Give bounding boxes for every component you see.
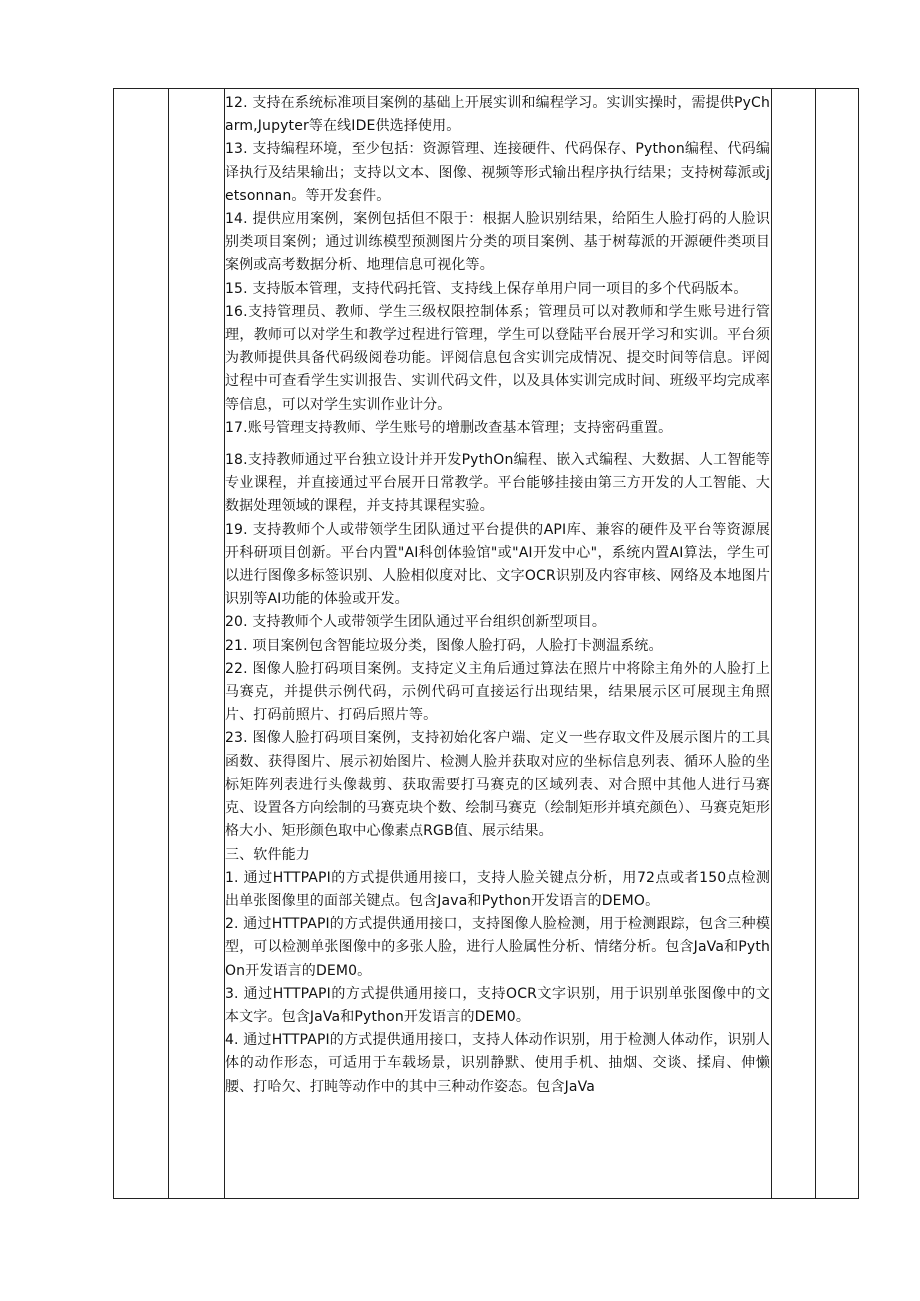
requirement-22: 22. 图像人脸打码项目案例。支持定义主角后通过算法在照片中将除主角外的人脸打上马赛克，并提供示例代码，示例代码可直接运行出现结果，结果展示区可展现主角照片、打码前照片、打码后照片等。 [225, 660, 770, 724]
requirement-17: 17.账号管理支持教师、学生账号的增删改查基本管理；支持密码重置。 [225, 419, 673, 436]
requirement-21: 21. 项目案例包含智能垃圾分类，图像人脸打码，人脸打卡测温系统。 [225, 637, 663, 654]
requirement-23: 23. 图像人脸打码项目案例，支持初始化客户端、定义一些存取文件及展示图片的工具函数、获得图片、展示初始图片、检测人脸并获取对应的坐标信息列表、循环人脸的坐标矩阵列表进行头像裁剪、获取需要打马赛克的区域列表、对合照中其他人进行马赛克、设置各方向绘制的马赛克块个数、绘制马赛克（绘制矩形并填充颜色）、马赛克矩形格大小、矩形颜色取中心像素点RGB值、展示结果。 [225, 730, 770, 840]
requirement-16: 16.支持管理员、教师、学生三级权限控制体系；管理员可以对教师和学生账号进行管理，教师可以对学生和教学过程进行管理，学生可以登陆平台展开学习和实训。平台须为教师提供具备代码级阅卷功能。评阅信息包含实训完成情况、提交时间等信息。评阅过程中可查看学生实训报告、实训代码文件，以及具体实训完成时间、班级平均完成率等信息，可以对学生实训作业计分。 [225, 303, 770, 413]
column-divider-1 [168, 89, 169, 1198]
software-capability-3: 3. 通过HTTPAPI的方式提供通用接口，支持OCR文字识别，用于识别单张图像中的文本文字。包含JaVa和Python开发语言的DEM0。 [225, 985, 770, 1025]
column-divider-3 [771, 89, 772, 1198]
column-divider-4 [815, 89, 816, 1198]
requirement-13: 13. 支持编程环境，至少包括：资源管理、连接硬件、代码保存、Python编程、代码编译执行及结果输出；支持以文本、图像、视频等形式输出程序执行结果；支持树莓派或jetsonnan。等开发套件。 [225, 141, 770, 204]
section-heading-software: 三、软件能力 [225, 846, 310, 863]
requirement-15: 15. 支持版本管理，支持代码托管、支持线上保存单用户同一项目的多个代码版本。 [225, 280, 748, 297]
requirement-18: 18.支持教师通过平台独立设计并开发PythOn编程、嵌入式编程、大数据、人工智能等专业课程，并直接通过平台展开日常教学。平台能够挂接由第三方开发的人工智能、大数据处理领域的课程，并支持其课程实验。 [225, 452, 770, 515]
requirement-20: 20. 支持教师个人或带领学生团队通过平台组织创新型项目。 [225, 614, 607, 631]
software-capability-4: 4. 通过HTTPAPI的方式提供通用接口，支持人体动作识别，用于检测人体动作，识别人体的动作形态，可适用于车载场景，识别静默、使用手机、抽烟、交谈、揉肩、伸懒腰、打哈欠、打盹等动作中的其中三种动作姿态。包含JaVa [225, 1032, 770, 1095]
requirements-cell [225, 92, 770, 1099]
requirement-12: 12. 支持在系统标准项目案例的基础上开展实训和编程学习。实训实操时，需提供PyCharm,Jupyter等在线IDE供选择使用。 [225, 95, 770, 135]
software-capability-2: 2. 通过HTTPAPI的方式提供通用接口，支持图像人脸检测，用于检测跟踪，包含三种模型，可以检测单张图像中的多张人脸，进行人脸属性分析、情绪分析。包含JaVa和PythOn开发语言的DEM0。 [225, 916, 770, 979]
software-capability-1: 1. 通过HTTPAPI的方式提供通用接口，支持人脸关键点分析，用72点或者150点检测出单张图像里的面部关键点。包含Java和Python开发语言的DEMO。 [225, 869, 770, 909]
requirement-14: 14. 提供应用案例，案例包括但不限于：根据人脸识别结果，给陌生人脸打码的人脸识别类项目案例；通过训练模型预测图片分类的项目案例、基于树莓派的开源硬件类项目案例或高考数据分析、地理信息可视化等。 [225, 211, 770, 274]
requirement-19: 19. 支持教师个人或带领学生团队通过平台提供的API库、兼容的硬件及平台等资源展开科研项目创新。平台内置"AI科创体验馆"或"AI开发中心"，系统内置AI算法，学生可以进行图像多标签识别、人脸相似度对比、文字OCR识别及内容审核、网络及本地图片识别等AI功能的体验或开发。 [225, 521, 770, 608]
